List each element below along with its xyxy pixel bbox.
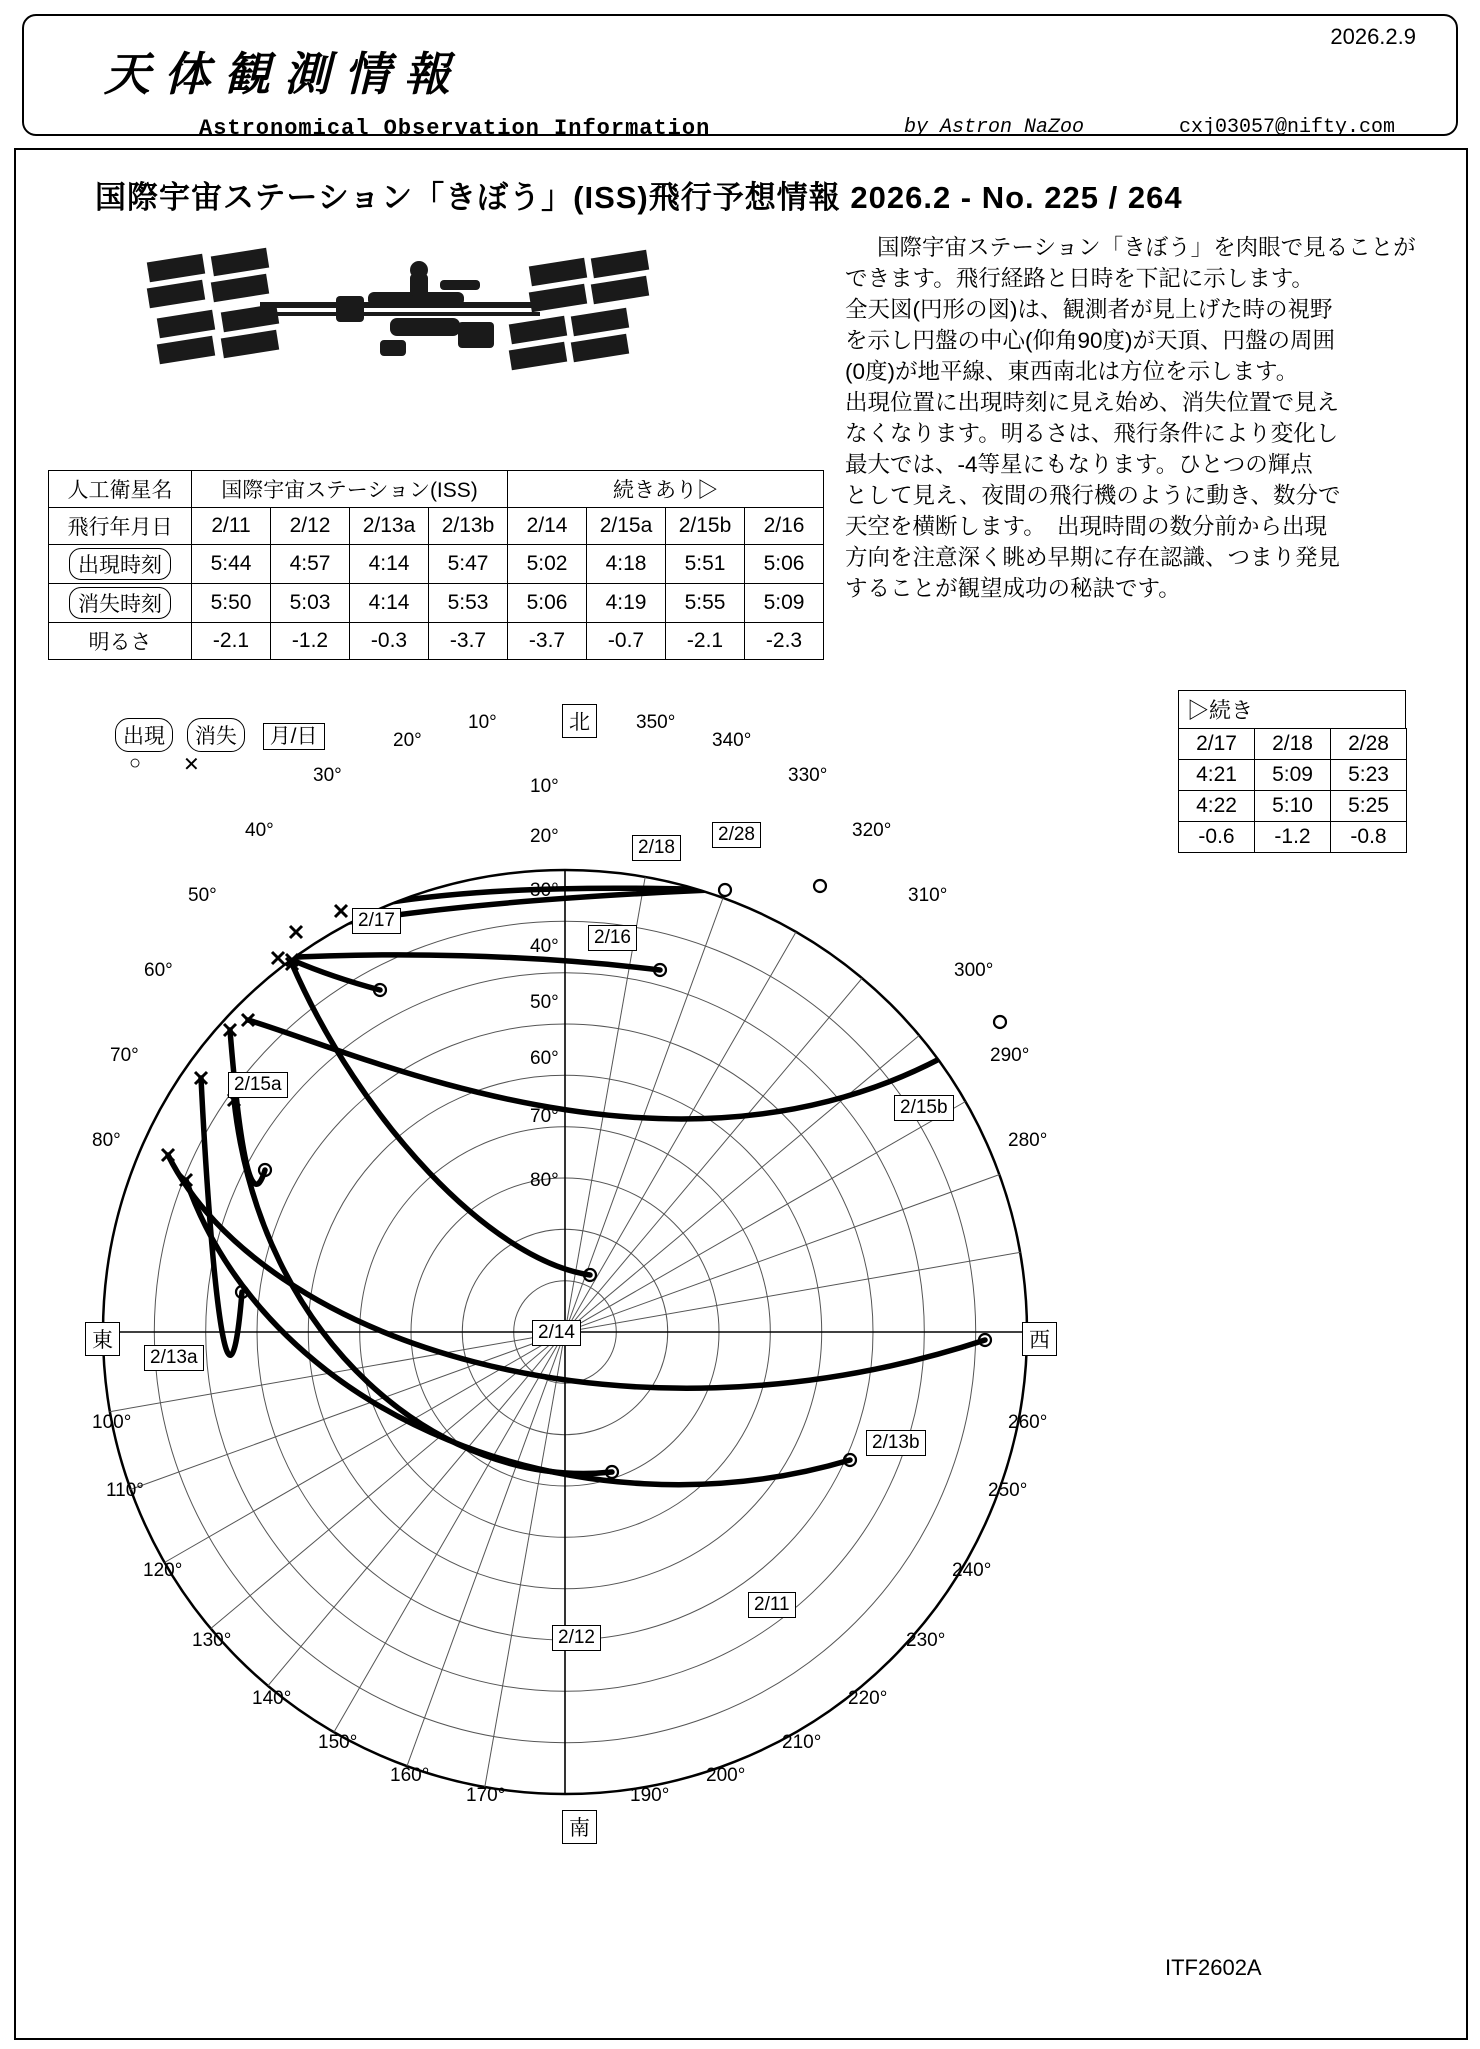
table-cell: 2/11 <box>192 508 271 545</box>
el-tick: 60° <box>530 1048 559 1069</box>
table-cell: -3.7 <box>429 623 508 660</box>
az-tick: 320° <box>852 820 892 841</box>
table-cell: 5:06 <box>745 545 824 584</box>
pass-label-2-28: 2/28 <box>712 822 761 848</box>
contact-email: cxj03057@nifty.com <box>1179 116 1396 139</box>
table-cell: 5:51 <box>666 545 745 584</box>
table-cell: 2/12 <box>271 508 350 545</box>
desc-line-6: なくなります。明るさは、飛行条件により変化し <box>845 421 1339 446</box>
legend-open-circle-icon: ○ <box>129 752 142 774</box>
continuation-header: ▷続き <box>1178 690 1406 728</box>
desc-line-2: 全天図(円形の図)は、観測者が見上げた時の視野 <box>845 297 1333 322</box>
table-cell: -2.1 <box>192 623 271 660</box>
az-tick: 310° <box>908 885 948 906</box>
pass-label-2-15b: 2/15b <box>894 1095 954 1121</box>
el-tick: 40° <box>530 936 559 957</box>
table-row <box>1179 760 1407 791</box>
pass-label-2-11: 2/11 <box>748 1592 796 1618</box>
az-tick: 190° <box>630 1785 670 1806</box>
direction-north: 北 <box>562 704 597 738</box>
desc-line-0: 国際宇宙ステーション「きぼう」を肉眼で見ることが <box>877 235 1416 260</box>
table-row-dates <box>49 508 824 545</box>
table-row-satellite <box>49 471 824 508</box>
table-cell: 5:50 <box>192 584 271 623</box>
row-label-appear <box>49 545 192 584</box>
table-row <box>1179 729 1407 760</box>
legend-cross-icon: ✕ <box>183 754 200 776</box>
table-cell: 2/13b <box>429 508 508 545</box>
table-cell: 5:47 <box>429 545 508 584</box>
direction-west: 西 <box>1022 1322 1057 1356</box>
el-tick: 20° <box>530 826 559 847</box>
legend-appear-label: 出現 <box>115 718 173 752</box>
az-tick: 300° <box>954 960 994 981</box>
table-cell: -2.3 <box>745 623 824 660</box>
az-tick: 50° <box>188 885 217 906</box>
table-cell: 5:02 <box>508 545 587 584</box>
az-tick: 130° <box>192 1630 232 1651</box>
table-cell: 5:09 <box>745 584 824 623</box>
direction-east: 東 <box>85 1322 120 1356</box>
table-cell: 4:21 <box>1179 760 1255 791</box>
desc-line-4: (0度)が地平線、東西南北は方位を示します。 <box>845 359 1299 384</box>
legend-disappear-label: 消失 <box>187 718 245 752</box>
az-tick: 160° <box>390 1765 430 1786</box>
az-tick: 290° <box>990 1045 1030 1066</box>
az-tick: 100° <box>92 1412 132 1433</box>
az-tick: 20° <box>393 730 422 751</box>
pass-label-2-13a: 2/13a <box>144 1345 204 1371</box>
table-cell: 5:23 <box>1331 760 1407 791</box>
page-title-en: Astronomical Observation Information <box>199 116 711 141</box>
author-credit: by Astron NaZoo <box>904 116 1085 139</box>
table-cell: 2/15b <box>666 508 745 545</box>
az-tick: 250° <box>988 1480 1028 1501</box>
table-cell: -2.1 <box>666 623 745 660</box>
table-row-disappear <box>49 584 824 623</box>
az-tick: 210° <box>782 1732 822 1753</box>
table-cell: 2/16 <box>745 508 824 545</box>
iss-pass-table <box>48 470 824 660</box>
az-tick: 200° <box>706 1765 746 1786</box>
row-label-magnitude: 明るさ <box>49 623 192 660</box>
pass-label-2-18: 2/18 <box>632 835 681 861</box>
pass-label-2-13b: 2/13b <box>866 1430 926 1456</box>
desc-line-7: 最大では、-4等星にもなります。ひとつの輝点 <box>845 452 1313 477</box>
az-tick: 330° <box>788 765 828 786</box>
table-cell: 5:09 <box>1255 760 1331 791</box>
pass-label-2-15a: 2/15a <box>228 1072 288 1098</box>
table-cell: 5:55 <box>666 584 745 623</box>
row-label-disappear <box>49 584 192 623</box>
table-cell: 2/17 <box>1179 729 1255 760</box>
az-tick: 110° <box>106 1480 144 1501</box>
desc-line-9: 天空を横断します。 出現時間の数分前から出現 <box>845 514 1327 539</box>
az-tick: 240° <box>952 1560 992 1581</box>
description-text <box>845 232 1435 604</box>
direction-south: 南 <box>562 1810 597 1844</box>
table-cell: -0.3 <box>350 623 429 660</box>
az-tick: 80° <box>92 1130 121 1151</box>
desc-line-10: 方向を注意深く眺め早期に存在認識、つまり発見 <box>845 545 1341 570</box>
az-tick: 70° <box>110 1045 139 1066</box>
az-tick: 10° <box>468 712 497 733</box>
table-cell: 2/13a <box>350 508 429 545</box>
cell-satellite-name: 国際宇宙ステーション(ISS) <box>192 471 508 508</box>
az-tick: 150° <box>318 1732 358 1753</box>
pass-label-2-16: 2/16 <box>588 925 637 951</box>
az-tick: 40° <box>245 820 274 841</box>
el-tick: 70° <box>530 1106 559 1127</box>
desc-line-5: 出現位置に出現時刻に見え始め、消失位置で見え <box>845 390 1340 415</box>
disappear-pill: 消失時刻 <box>69 587 171 619</box>
table-cell: 4:14 <box>350 545 429 584</box>
table-cell: 5:44 <box>192 545 271 584</box>
az-tick: 340° <box>712 730 752 751</box>
desc-line-3: を示し円盤の中心(仰角90度)が天頂、円盤の周囲 <box>845 328 1336 353</box>
header-panel <box>22 14 1458 141</box>
table-cell: 4:19 <box>587 584 666 623</box>
legend-date-label: 月/日 <box>263 723 325 750</box>
az-tick: 220° <box>848 1688 888 1709</box>
az-tick: 60° <box>144 960 173 981</box>
table-row <box>1179 791 1407 822</box>
el-tick: 10° <box>530 776 559 797</box>
pass-label-2-12: 2/12 <box>552 1625 601 1651</box>
desc-line-8: として見え、夜間の飛行機のように動き、数分で <box>845 483 1341 508</box>
az-tick: 230° <box>906 1630 946 1651</box>
az-tick: 170° <box>466 1785 506 1806</box>
table-cell: 5:25 <box>1331 791 1407 822</box>
cell-satellite-label: 人工衛星名 <box>49 471 192 508</box>
table-cell: 2/15a <box>587 508 666 545</box>
table-cell: 2/14 <box>508 508 587 545</box>
table-cell: 4:22 <box>1179 791 1255 822</box>
table-cell: 5:10 <box>1255 791 1331 822</box>
iss-illustration <box>140 240 660 400</box>
table-cell: -3.7 <box>508 623 587 660</box>
cell-more-indicator: 続きあり▷ <box>508 471 824 508</box>
table-cell: 4:14 <box>350 584 429 623</box>
table-cell: -0.8 <box>1331 822 1407 853</box>
el-tick: 80° <box>530 1170 559 1191</box>
row-label-date: 飛行年月日 <box>49 508 192 545</box>
continuation-table <box>1178 728 1407 853</box>
el-tick: 50° <box>530 992 559 1013</box>
document-code: ITF2602A <box>1165 1955 1262 1980</box>
table-cell: 4:57 <box>271 545 350 584</box>
header-date: 2026.2.9 <box>1330 24 1416 49</box>
table-cell: 5:03 <box>271 584 350 623</box>
pass-label-2-14: 2/14 <box>532 1320 581 1346</box>
table-row-magnitude <box>49 623 824 660</box>
desc-line-11: することが観望成功の秘訣です。 <box>845 576 1181 601</box>
az-tick: 260° <box>1008 1412 1048 1433</box>
table-cell: -0.6 <box>1179 822 1255 853</box>
az-tick: 350° <box>636 712 676 733</box>
el-tick: 30° <box>530 880 559 901</box>
desc-line-1: できます。飛行経路と日時を下記に示します。 <box>845 266 1314 291</box>
az-tick: 120° <box>143 1560 183 1581</box>
table-cell: -1.2 <box>1255 822 1331 853</box>
table-row <box>1179 822 1407 853</box>
pass-label-2-17: 2/17 <box>352 908 401 934</box>
table-row-appear <box>49 545 824 584</box>
continuation-table-wrap <box>1178 690 1407 853</box>
az-tick: 30° <box>313 765 342 786</box>
table-cell: 2/28 <box>1331 729 1407 760</box>
page-title-jp: 天体観測情報 <box>104 49 464 100</box>
table-cell: 2/18 <box>1255 729 1331 760</box>
all-sky-chart <box>60 700 1190 1970</box>
main-title: 国際宇宙ステーション「きぼう」(ISS)飛行予想情報 2026.2 - No. 225 / 264 <box>95 180 1183 215</box>
table-cell: 4:18 <box>587 545 666 584</box>
az-tick: 140° <box>252 1688 292 1709</box>
appear-pill: 出現時刻 <box>69 548 171 580</box>
table-cell: -1.2 <box>271 623 350 660</box>
table-cell: 5:06 <box>508 584 587 623</box>
table-cell: -0.7 <box>587 623 666 660</box>
table-cell: 5:53 <box>429 584 508 623</box>
az-tick: 280° <box>1008 1130 1048 1151</box>
